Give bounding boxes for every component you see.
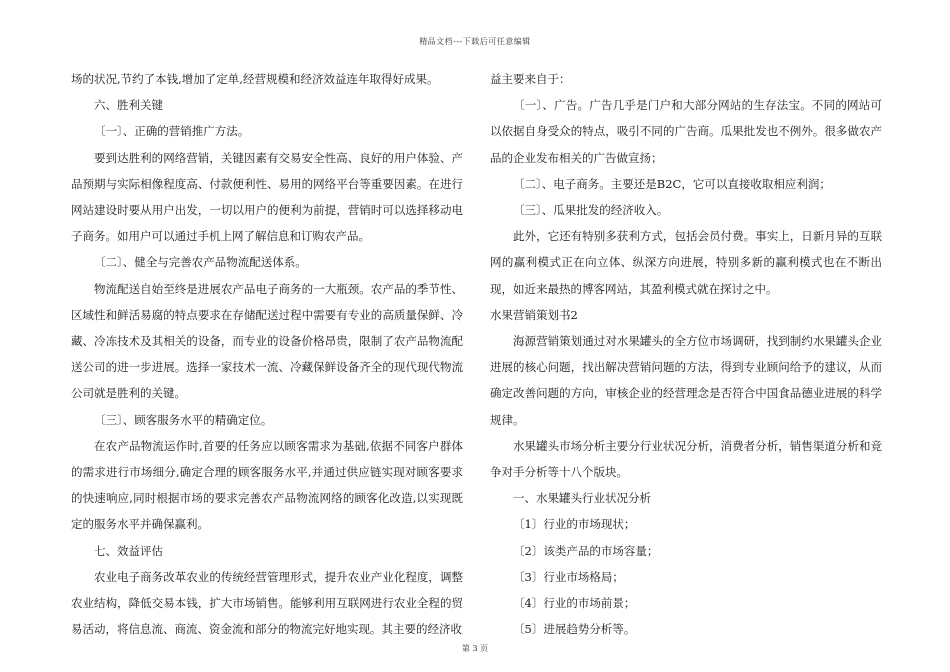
- paragraph: 要到达胜利的网络营销，关键因素有交易安全性高、良好的用户体验、产品预期与实际相像程度高、付款便利性、易用的网络平台等重要因素。在进行网站建设时要从用户出发，一切以用户的便利为前提，营销时可以选择移动电子商务。如用户可以通过手机上网了解信息和订购农产品。: [71, 150, 463, 244]
- paragraph: 益主要来自于：: [490, 72, 571, 86]
- page-header: 精品文档---下载后可任意编辑: [419, 37, 531, 46]
- paragraph: 农业电子商务改革农业的传统经营管理形式，提升农业产业化程度，调整农业结构，降低交易本钱，扩大市场销售。能够利用互联网进行农业全程的贸易活动，将信息流、商流、资金流和部分的物流完好地实现。其主要的经济收: [71, 569, 463, 637]
- paragraph: 〔4〕行业的市场前景；: [513, 596, 636, 611]
- paragraph: 物流配送自始至终是进展农产品电子商务的一大瓶颈。农产品的季节性、区域性和鲜活易腐的特点要求在存储配送过程中需要有专业的高质量保鲜、冷藏、冷冻技术及其相关的设备，而专业的设备价格昂贵，限制了农产品物流配送公司的进一步进展。选择一家技术一流、冷藏保鲜设备齐全的现代现代物流公司就是胜利的关键。: [71, 281, 463, 401]
- paragraph: 〔二〕、电子商务。主要还是B2C，它可以直接收取相应利润；: [513, 176, 831, 191]
- paragraph: 六、胜利关键: [94, 98, 163, 113]
- paragraph: 〔一〕、广告。广告几乎是门户和大部分网站的生存法宝。不同的网站可以依据自身受众的特点，吸引不同的广告商。瓜果批发也不例外。很多做农产品的企业发布相关的广告做宣扬；: [490, 98, 882, 165]
- paragraph: 七、效益评估: [94, 543, 163, 558]
- paragraph: 〔5〕进展趋势分析等。: [513, 622, 636, 637]
- paragraph: 〔1〕行业的市场现状；: [513, 517, 636, 532]
- paragraph: 〔一〕、正确的营销推广方法。: [94, 124, 250, 139]
- paragraph: 在农产品物流运作时,首要的任务应以顾客需求为基础,依据不同客户群体的需求进行市场细分,确定合理的顾客服务水平,并通过供应链实现对顾客要求的快速响应,同时根据市场的要求完善农产品物流网络的顾客化改造,以实现既定的服务水平并确保赢利。: [71, 438, 463, 532]
- paragraph: 一、水果罐头行业状况分析: [513, 491, 651, 506]
- right-column: [490, 66, 882, 642]
- paragraph: 此外，它还有特别多获利方式，包括会员付费。事实上，日新月异的互联网的赢利模式正在向立体、纵深方向进展，特别多新的赢利模式也在不断出现，如近来最热的博客网站，其盈利模式就在探讨之中。: [490, 229, 882, 296]
- paragraph: 〔三〕、瓜果批发的经济收入。: [513, 203, 669, 218]
- paragraph: 水果营销策划书2: [490, 307, 578, 322]
- paragraph: 〔二〕、健全与完善农产品物流配送体系。: [94, 255, 307, 270]
- paragraph: 〔3〕行业市场格局；: [513, 569, 624, 584]
- paragraph: 〔2〕该类产品的市场容量；: [513, 543, 659, 558]
- paragraph: 〔三〕、顾客服务水平的精确定位。: [94, 412, 273, 427]
- paragraph: 场的状况,节约了本钱,增加了定单,经营规模和经济效益连年取得好成果。: [71, 72, 439, 86]
- left-column: [71, 66, 463, 642]
- page-number: 第 3 页: [461, 644, 489, 653]
- paragraph: 海源营销策划通过对水果罐头的全方位市场调研，找到制约水果罐头企业进展的核心问题，找出解决营销问题的方法，得到专业顾问给予的建议，从而确定改善问题的方向，审核企业的经营理念是否符合中国食品德业进展的科学规律。: [490, 334, 882, 427]
- paragraph: 水果罐头市场分析主要分行业状况分析，消费者分析，销售渠道分析和竞争对手分析等十八个版块。: [490, 438, 882, 480]
